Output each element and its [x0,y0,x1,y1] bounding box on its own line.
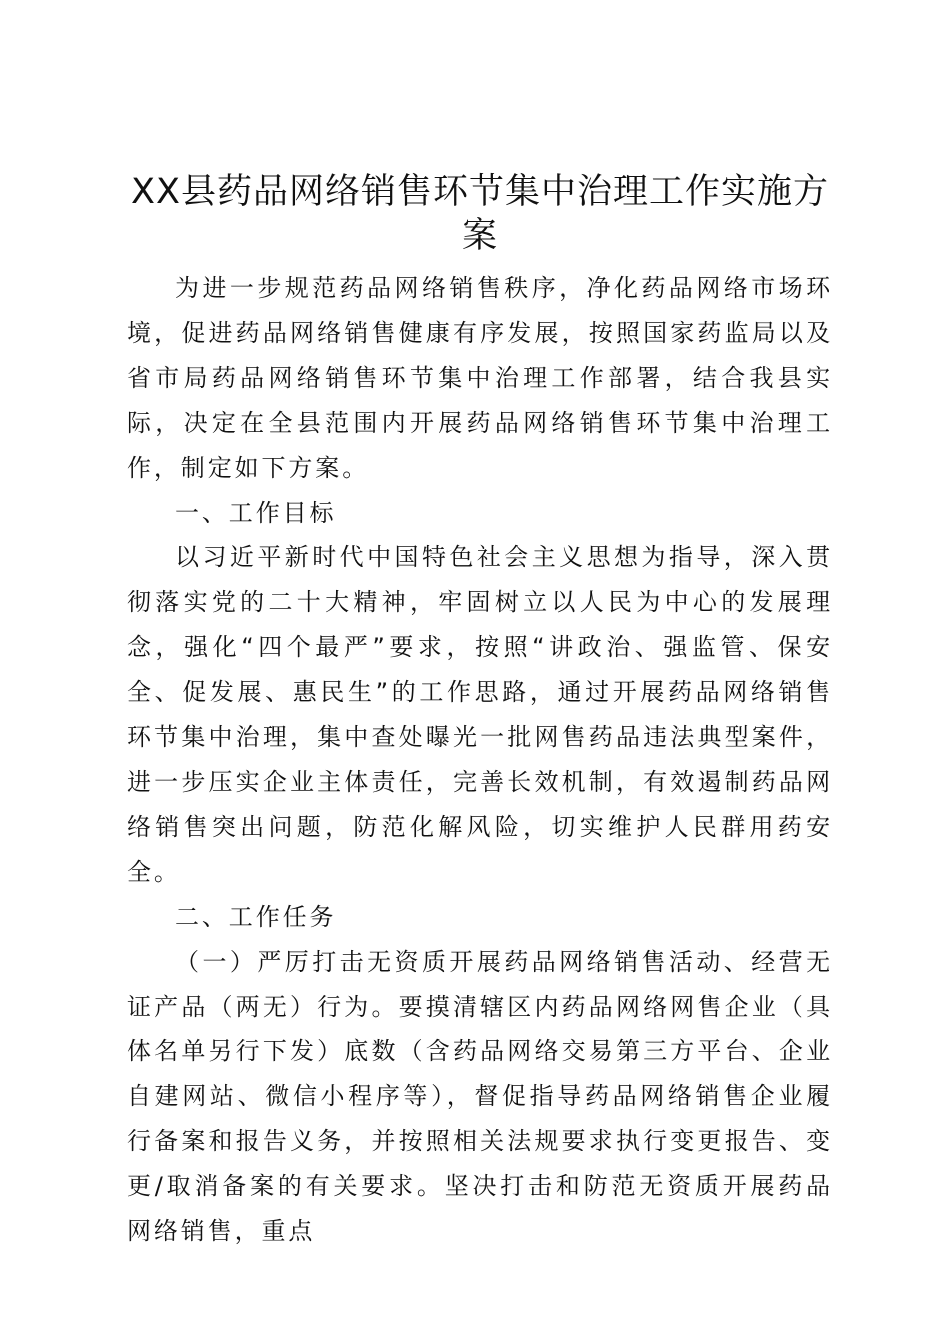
paragraph-task-one: （一）严厉打击无资质开展药品网络销售活动、经营无证产品（两无）行为。要摸清辖区内药品网络网售企业（具体名单另行下发）底数（含药品网络交易第三方平台、企业自建网站、微信小程序等），督促指导药品网络销售企业履行备案和报告义务，并按照相关法规要求执行变更报告、变更/取消备案的有关要求。坚决打击和防范无资质开展药品网络销售，重点 [127,947,833,1246]
document-title: XX县药品网络销售环节集中治理工作实施方案 [131,172,829,256]
paragraph-goals: 以习近平新时代中国特色社会主义思想为指导，深入贯彻落实党的二十大精神，牢固树立以人民为中心的发展理念，强化“四个最严”要求，按照“讲政治、强监管、保安全、促发展、惠民生”的工作思路，通过开展药品网络销售环节集中治理，集中查处曝光一批网售药品违法典型案件，进一步压实企业主体责任，完善长效机制，有效遏制药品网络销售突出问题，防范化解风险，切实维护人民群用药安全。 [127,543,833,886]
document-body [127,266,833,1254]
paragraph-intro: 为进一步规范药品网络销售秩序，净化药品网络市场环境，促进药品网络销售健康有序发展，按照国家药监局以及省市局药品网络销售环节集中治理工作部署，结合我县实际，决定在全县范围内开展药品网络销售环节集中治理工作，制定如下方案。 [127,274,833,482]
section-heading-goals: 一、工作目标 [175,498,337,527]
document-page [127,170,833,1254]
section-heading-tasks: 二、工作任务 [175,902,337,931]
